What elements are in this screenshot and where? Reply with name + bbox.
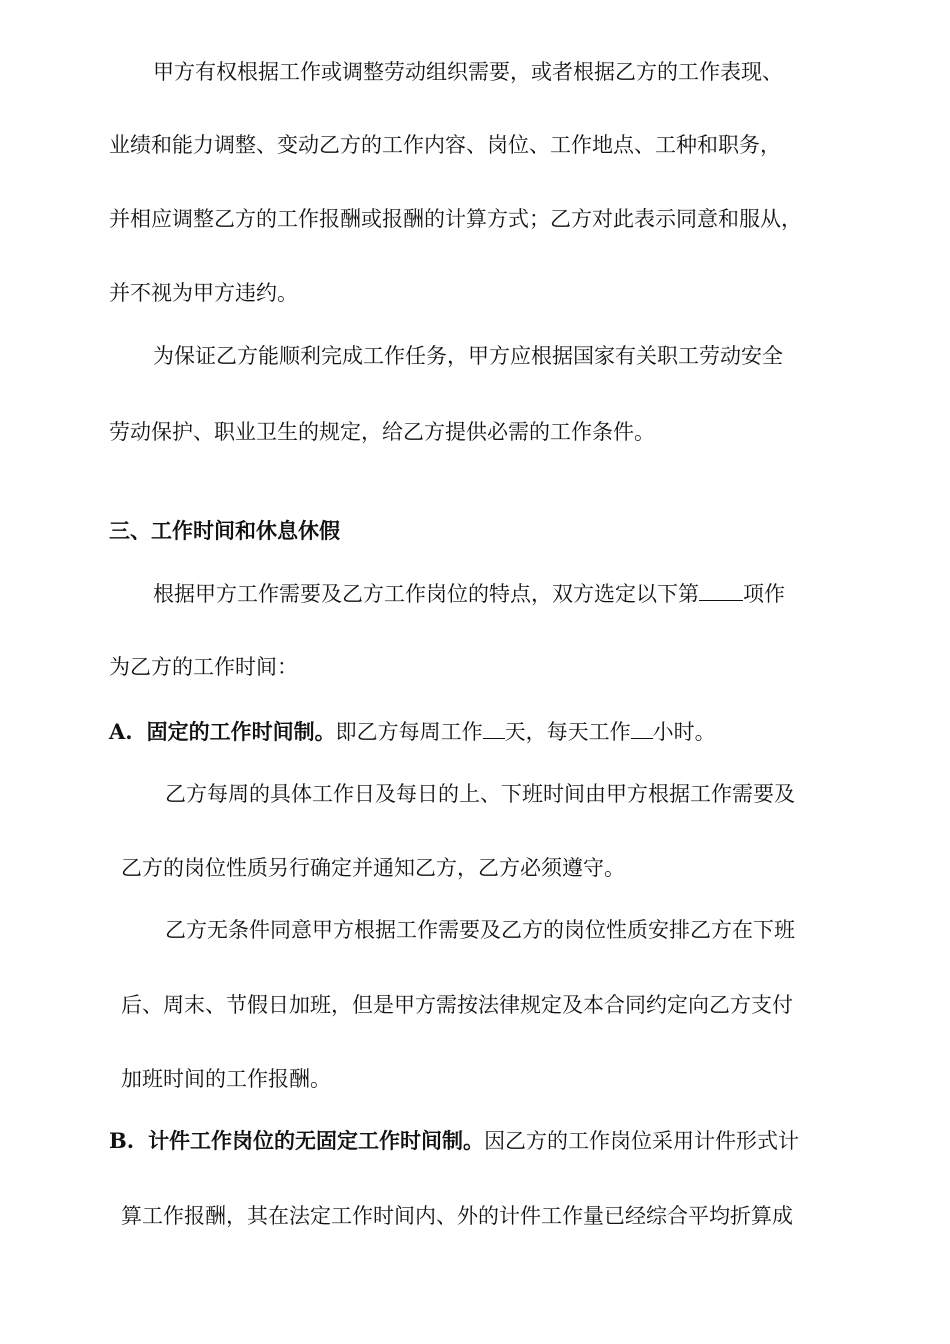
- para2-line1: 为保证乙方能顺利完成工作任务，甲方应根据国家有关职工劳动安全: [153, 344, 783, 368]
- optionA-p2-line2: 后、周末、节假日加班，但是甲方需按法律规定及本合同约定向乙方支付: [121, 993, 793, 1017]
- days-blank: [483, 716, 505, 739]
- hours-blank: [631, 716, 653, 739]
- optionA-p2-line3: 加班时间的工作报酬。: [121, 1067, 331, 1091]
- para1-line4: 并不视为甲方违约。: [109, 281, 298, 305]
- item-number-blank: [699, 578, 743, 601]
- optionB-line2: 算工作报酬，其在法定工作时间内、外的计件工作量已经综合平均折算成: [121, 1204, 793, 1228]
- para1-line1: 甲方有权根据工作或调整劳动组织需要，或者根据乙方的工作表现、: [153, 60, 783, 84]
- optionA-p2-line1: 乙方无条件同意甲方根据工作需要及乙方的岗位性质安排乙方在下班: [165, 918, 795, 942]
- optionA-text-part2: 天，每天工作: [504, 720, 631, 744]
- intro-text-before: 根据甲方工作需要及乙方工作岗位的特点，双方选定以下第: [153, 582, 699, 606]
- para1-line3: 并相应调整乙方的工作报酬或报酬的计算方式；乙方对此表示同意和服从，: [109, 207, 802, 231]
- optionA-text-part3: 小时。: [652, 720, 716, 744]
- optionB-title: 计件工作岗位的无固定工作时间制。: [148, 1128, 485, 1153]
- optionA-label: A.: [109, 719, 133, 744]
- section3-intro-line1: [153, 578, 785, 609]
- optionA-p1-line2: 乙方的岗位性质另行确定并通知乙方，乙方必须遵守。: [121, 856, 625, 880]
- section3-intro-line2: 为乙方的工作时间：: [109, 655, 298, 679]
- optionA-text-part1: 即乙方每周工作: [335, 720, 483, 744]
- section3-heading: 三、工作时间和休息休假: [109, 518, 340, 543]
- optionB-label: B.: [109, 1128, 135, 1153]
- optionA-line: [109, 716, 716, 747]
- para2-line2: 劳动保护、职业卫生的规定，给乙方提供必需的工作条件。: [109, 420, 655, 444]
- intro-text-after: 项作: [743, 582, 785, 606]
- optionB-line1: [109, 1126, 799, 1156]
- para1-line2: 业绩和能力调整、变动乙方的工作内容、岗位、工作地点、工种和职务，: [109, 133, 781, 157]
- optionA-title: 固定的工作时间制。: [146, 719, 336, 744]
- optionB-text-line1: 因乙方的工作岗位采用计件形式计: [484, 1129, 800, 1153]
- optionA-p1-line1: 乙方每周的具体工作日及每日的上、下班时间由甲方根据工作需要及: [165, 782, 795, 806]
